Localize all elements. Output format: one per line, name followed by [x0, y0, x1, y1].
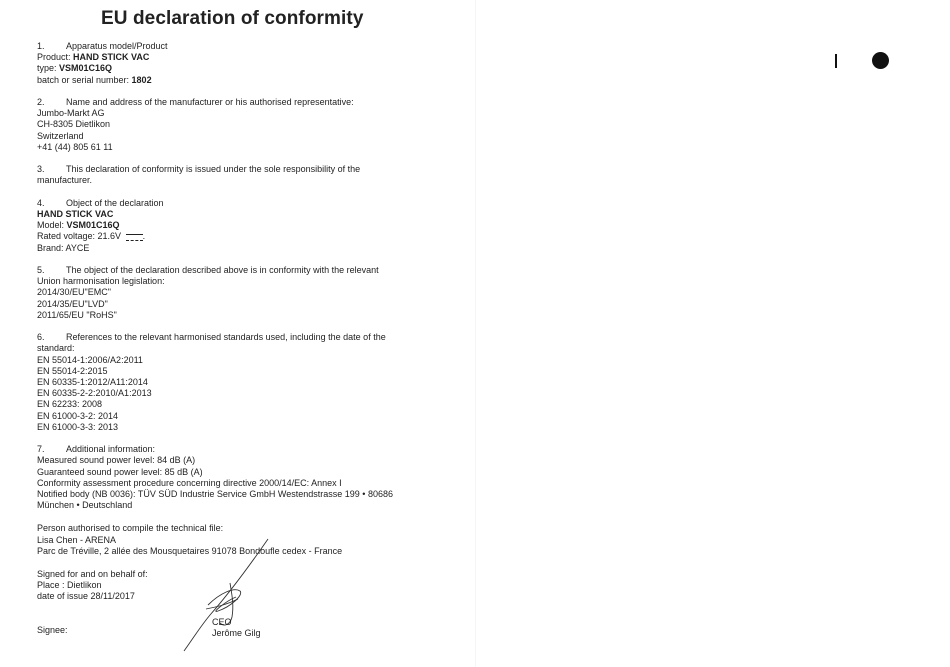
standard-line: EN 55014-2:2015 — [37, 365, 108, 376]
info-line: Notified body (NB 0036): TÜV SÜD Industrie Service GmbH Westendstrasse 199 • 80686 — [37, 489, 393, 500]
standard-line: EN 60335-2-2:2010/A1:2013 — [37, 388, 152, 399]
person-address: Parc de Tréville, 2 allée des Mousquetaires 91078 Bondoufle cedex - France — [37, 545, 343, 556]
vertical-bar-mark — [835, 54, 837, 68]
object-product: HAND STICK VAC — [37, 209, 114, 219]
person-name: Lisa Chen - ARENA — [37, 534, 117, 545]
standard-line: standard: — [37, 343, 75, 354]
section-1-heading: 1. Apparatus model/Product — [37, 41, 168, 51]
manufacturer-phone: +41 (44) 805 61 11 — [37, 141, 113, 152]
section-3-continuation: manufacturer. — [37, 175, 93, 186]
section-5-heading: 5. The object of the declaration described above is in conformity with the relevant — [37, 265, 379, 275]
info-line: Guaranteed sound power level: 85 dB (A) — [37, 466, 203, 477]
standard-line: EN 61000-3-2: 2014 — [37, 410, 119, 421]
section-4-heading: 4. Object of the declaration — [37, 197, 164, 208]
standard-line: EN 60335-1:2012/A11:2014 — [37, 377, 148, 388]
section-3-heading: 3. This declaration of conformity is issued under the sole responsibility of the — [37, 164, 361, 175]
signee-label: Signee: — [37, 625, 68, 636]
page-divider — [475, 0, 476, 667]
standard-line: EN 62233: 2008 — [37, 399, 103, 410]
dc-symbol-icon — [126, 234, 143, 241]
batch-line: batch or serial number: 1802 — [37, 74, 152, 85]
legislation-line: Union harmonisation legislation: — [37, 276, 165, 287]
legislation-line: 2011/65/EU "RoHS" — [37, 309, 117, 320]
section-6-heading: 6. References to the relevant harmonised standards used, including the date of the — [37, 332, 386, 343]
model-line: Model: VSM01C16Q — [37, 220, 120, 231]
type-line: type: VSM01C16Q — [37, 63, 113, 74]
section-2-heading: 2. Name and address of the manufacturer or his authorised representative: — [37, 97, 354, 107]
info-line: Measured sound power level: 84 dB (A) — [37, 455, 196, 466]
product-line: Product: HAND STICK VAC — [37, 52, 150, 63]
manufacturer-city: CH-8305 Dietlikon — [37, 119, 111, 130]
manufacturer-name: Jumbo-Markt AG — [37, 108, 105, 119]
legislation-line: 2014/35/EU"LVD" — [37, 298, 108, 309]
standard-line: EN 55014-1:2006/A2:2011 — [37, 354, 143, 365]
section-7-heading: 7. Additional information: — [37, 444, 156, 455]
ceo-name: Jerôme Gilg — [212, 628, 261, 639]
manufacturer-country: Switzerland — [37, 130, 84, 141]
ceo-block — [212, 617, 261, 639]
brand-line: Brand: AYCE — [37, 242, 90, 253]
date-line: date of issue 28/11/2017 — [37, 591, 135, 602]
place-line: Place : Dietlikon — [37, 580, 102, 591]
signed-line: Signed for and on behalf of: — [37, 569, 148, 580]
info-line: München • Deutschland — [37, 500, 133, 511]
circle-mark — [872, 52, 889, 69]
ceo-title: CEO — [212, 617, 232, 627]
info-line: Conformity assessment procedure concerning directive 2000/14/EC: Annex I — [37, 477, 342, 488]
standard-line: EN 61000-3-3: 2013 — [37, 421, 119, 432]
legislation-line: 2014/30/EU"EMC" — [37, 287, 111, 298]
voltage-line: Rated voltage: 21.6V . — [37, 231, 146, 242]
person-authorised-line: Person authorised to compile the technical file: — [37, 523, 224, 534]
page-title: EU declaration of conformity — [101, 8, 364, 29]
